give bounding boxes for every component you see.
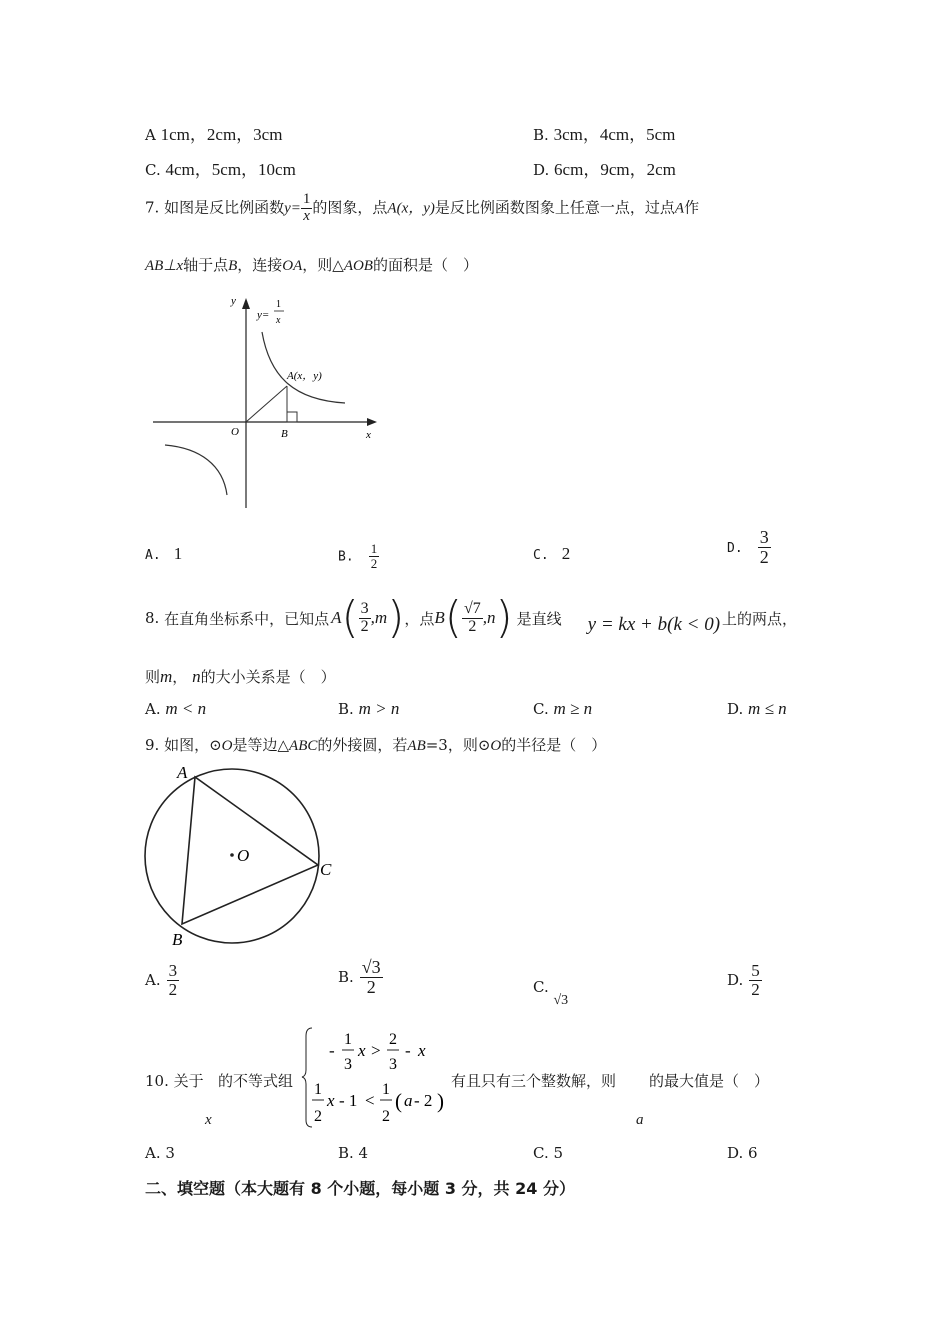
- q9-option-a-label: A.: [145, 971, 161, 990]
- q7-option-d-num: 3: [759, 527, 769, 547]
- q9-center-dot: [230, 853, 234, 857]
- q9-label-a: A: [177, 763, 188, 782]
- q9-option-a-num: 3: [168, 961, 178, 980]
- q10-brace: [302, 1028, 312, 1127]
- q8-line2-text-1: 则: [145, 668, 161, 686]
- q6-option-a-label: A: [145, 126, 156, 144]
- q7-right-angle: [287, 412, 297, 422]
- q7-func-fraction: [301, 192, 313, 225]
- q8-option-c: [533, 699, 592, 719]
- q6-option-d-label: D.: [533, 161, 550, 179]
- q8-pa-den: 2: [360, 617, 369, 635]
- q7-option-a-label: A.: [145, 548, 161, 563]
- q8-paren-close-b: ): [495, 592, 513, 643]
- q6-option-d-text: 6cm，9cm，2cm: [554, 160, 676, 179]
- q10-stem-text-4: 的最大值是（ ）: [649, 1072, 770, 1090]
- q7-option-b-label: B.: [338, 549, 354, 565]
- q10-inequality-system: [300, 1024, 450, 1130]
- q8-pb-den: 2: [468, 617, 477, 635]
- section-heading: 二、填空题（本大题有 8 个小题，每小题 3 分，共 24 分）: [145, 1179, 575, 1198]
- q6-option-b-label: B.: [533, 126, 549, 144]
- q10-stem-text-2: 的不等式组: [218, 1072, 294, 1090]
- q9-option-a-den: 2: [168, 979, 178, 999]
- q10-option-a: A. 3: [145, 1144, 175, 1162]
- q10-ineq2-paren-close: ): [437, 1089, 444, 1113]
- q7-curve-den: x: [276, 315, 281, 326]
- q9-option-d-num: 5: [751, 961, 760, 980]
- q7-point-a: A: [674, 200, 685, 217]
- q9-option-b-fraction: [360, 958, 383, 997]
- q8-option-c-value: m ≥ n: [553, 699, 593, 718]
- q9-option-c-label: C.: [533, 978, 549, 996]
- q10-ineq2-paren-open: (: [395, 1089, 402, 1113]
- q6-option-a: [145, 120, 282, 145]
- q9-o-1: O: [221, 738, 233, 754]
- q10-ineq2-lt: <: [365, 1091, 375, 1110]
- q9-label-c: C: [320, 860, 332, 879]
- q8-option-d: [727, 699, 787, 719]
- q7-stem-text-3: 是反比例函数图象上任意一点，过点: [434, 198, 675, 217]
- q9-option-b: [338, 958, 383, 997]
- q8-stem-text-2: 是直线: [516, 609, 562, 628]
- q8-pb-n: ,n: [482, 608, 496, 627]
- q7-point: A(x，y): [387, 200, 435, 217]
- q8-paren-close-a: ): [387, 592, 405, 643]
- q6-option-b: [533, 120, 675, 145]
- q7-option-b-num: 1: [370, 541, 378, 556]
- q8-pa-m: ,m: [370, 608, 388, 627]
- q10-var-a: a: [636, 1112, 644, 1128]
- q7-line2-text-1: 轴于点: [183, 256, 229, 274]
- q7-stem-text-4: 作: [684, 198, 700, 217]
- q9-option-d-fraction: [749, 962, 762, 999]
- q9-label-b: B: [172, 930, 183, 949]
- q8-comma-text: ，点: [404, 609, 435, 628]
- q10-ineq2-a: a: [404, 1091, 413, 1110]
- q10-ineq2-den2: 2: [382, 1108, 390, 1125]
- q7-y-arrow: [242, 298, 250, 309]
- q8-option-c-label: C.: [533, 700, 549, 718]
- q9-option-b-label: B.: [338, 968, 354, 987]
- q7-curve-num: 1: [276, 299, 281, 310]
- q7-option-d: [727, 528, 771, 567]
- q10-ineq1-minus2: -: [405, 1041, 411, 1060]
- q8-point-a: A: [331, 608, 342, 627]
- q10-stem-text-3: 有且只有三个整数解，则: [451, 1072, 617, 1090]
- q10-ineq1-den2: 3: [389, 1056, 397, 1073]
- q8-point-b-fraction: [462, 601, 483, 636]
- q7-option-b: [338, 542, 379, 570]
- q8-line-equation: y = kx + b(k < 0): [587, 614, 721, 635]
- q8-paren-open-a: (: [341, 592, 359, 643]
- q7-option-a: [145, 544, 182, 564]
- q8-option-b: [338, 699, 399, 719]
- q8-point-a-fraction: [359, 601, 371, 636]
- q10-ineq2-den1: 2: [314, 1108, 322, 1125]
- q10-ineq1-num2: 2: [389, 1031, 397, 1048]
- q7-line2-text-2: ，连接: [237, 256, 283, 274]
- q8-number: 8.: [145, 609, 160, 627]
- q7-line2-text-4: 的面积是（ ）: [372, 256, 478, 274]
- q7-option-c: [533, 544, 570, 564]
- q7-y-label: y: [231, 295, 236, 307]
- q10-stem-text-1: 10. 关于: [145, 1072, 204, 1090]
- q7-point-a-label: A(x，y): [287, 370, 322, 382]
- q6-option-c-text: 4cm，5cm，10cm: [165, 160, 296, 179]
- q8-stem-text-1: 在直角坐标系中，已知点: [164, 609, 330, 628]
- q8-option-d-label: D.: [727, 700, 744, 718]
- q7-option-b-den: 2: [370, 555, 378, 571]
- q10-ineq2-x: x: [327, 1091, 335, 1110]
- q8-var-m: m: [160, 667, 173, 686]
- q9-option-d-label: D.: [727, 971, 744, 990]
- q9-option-b-den: 2: [366, 976, 376, 997]
- q9-option-a-fraction: [167, 962, 180, 999]
- q9-stem-text-2: 是等边△: [232, 736, 290, 754]
- q7-graph: [145, 290, 385, 512]
- q7-curve-upper: [262, 332, 345, 403]
- q7-option-a-value: 1: [173, 544, 183, 563]
- q10-ineq2-minus-two: - 2: [414, 1091, 433, 1110]
- q7-stem-line2: [145, 254, 478, 275]
- q9-stem-text-3: 的外接圆，若: [317, 736, 408, 754]
- q8-pa-num: 3: [360, 599, 369, 617]
- q6-option-c: [145, 155, 296, 180]
- q10-ineq1-x: x: [358, 1041, 366, 1060]
- q10-ineq2-num2: 1: [382, 1081, 390, 1098]
- q8-stem-line1: [145, 592, 798, 643]
- q7-option-d-fraction: [758, 528, 771, 567]
- q10-ineq2-minus-one: - 1: [339, 1091, 358, 1110]
- q8-line2-text-2: ，: [172, 668, 188, 686]
- q7-func-num: 1: [302, 191, 311, 207]
- q7-option-d-den: 2: [759, 546, 769, 567]
- q9-figure: [140, 760, 340, 950]
- q7-origin-label: O: [231, 426, 239, 438]
- q7-point-b: B: [228, 258, 238, 274]
- q7-segment-oa: [246, 386, 287, 422]
- q7-stem-text-1: 如图是反比例函数: [164, 198, 285, 217]
- q8-stem-line2: [145, 666, 336, 687]
- q6-option-b-text: 3cm，4cm，5cm: [553, 125, 676, 144]
- q9-stem-text-1: 9. 如图，⊙: [145, 736, 222, 754]
- q8-option-b-label: B.: [338, 700, 354, 718]
- q7-option-b-fraction: [369, 542, 380, 570]
- q7-b-label: B: [281, 428, 288, 440]
- q9-ab: AB: [407, 738, 426, 754]
- q10-ineq1-minus: -: [329, 1041, 335, 1060]
- q9-stem-text-5: 的半径是（ ）: [501, 736, 607, 754]
- q7-oa: OA: [282, 258, 303, 274]
- q9-option-c-value: √3: [553, 993, 569, 1008]
- q9-stem: [145, 734, 606, 755]
- q10-ineq1-gt: >: [371, 1041, 381, 1060]
- q7-option-c-label: C.: [533, 548, 549, 563]
- q8-var-n: n: [192, 667, 201, 686]
- q6-option-d: [533, 155, 676, 180]
- q9-option-b-num: √3: [361, 957, 381, 977]
- q10-option-d: D. 6: [727, 1144, 758, 1162]
- q7-func-den: x: [303, 207, 310, 224]
- q9-option-a: [145, 962, 179, 999]
- q8-point-b: B: [434, 608, 445, 627]
- q9-option-c: [533, 978, 569, 1008]
- q9-abc: ABC: [289, 738, 318, 754]
- q7-curve-lhs: y=: [257, 309, 270, 321]
- q7-x-arrow: [367, 418, 377, 426]
- q8-paren-open-b: (: [444, 592, 462, 643]
- q7-stem-text-2: 的图象，点: [312, 198, 388, 217]
- q7-option-d-label: D.: [727, 540, 743, 556]
- q10-var-x: x: [205, 1112, 212, 1128]
- q7-func-lhs: y=: [284, 200, 301, 217]
- q7-stem-line1: [145, 192, 699, 225]
- q8-option-a-label: A.: [145, 700, 161, 718]
- q8-line2-text-3: 的大小关系是（ ）: [200, 668, 336, 686]
- q6-option-a-text: 1cm，2cm，3cm: [160, 125, 283, 144]
- q8-stem-text-3: 上的两点，: [722, 609, 798, 628]
- q7-curve-lower: [165, 445, 227, 495]
- q7-line2-text-3: ，则△: [302, 256, 344, 274]
- q7-ab-perp: AB⊥x: [145, 258, 184, 274]
- q10-option-b: B. 4: [338, 1144, 369, 1162]
- q10-option-c: C. 5: [533, 1144, 564, 1162]
- q8-option-a: [145, 699, 206, 719]
- q6-option-c-label: C.: [145, 161, 161, 179]
- q7-number: 7.: [145, 198, 160, 217]
- q7-x-label: x: [366, 429, 371, 441]
- q9-option-d: [727, 962, 762, 999]
- q10-ineq1-x2: x: [418, 1041, 426, 1060]
- q8-option-d-value: m ≤ n: [748, 699, 787, 718]
- q10-ineq1-den1: 3: [344, 1056, 352, 1073]
- q7-aob: AOB: [343, 258, 373, 274]
- q8-option-a-value: m < n: [165, 699, 207, 718]
- q8-option-b-value: m > n: [358, 699, 400, 718]
- q9-label-o: O: [237, 846, 250, 865]
- q8-pb-num: √7: [463, 599, 481, 617]
- q10-ineq1-num1: 1: [344, 1031, 352, 1048]
- q10-ineq2-num1: 1: [314, 1081, 322, 1098]
- q9-stem-text-4: =3，则⊙: [425, 736, 491, 754]
- q9-option-d-den: 2: [751, 979, 760, 999]
- q7-option-c-value: 2: [561, 544, 571, 563]
- q9-o-2: O: [490, 738, 502, 754]
